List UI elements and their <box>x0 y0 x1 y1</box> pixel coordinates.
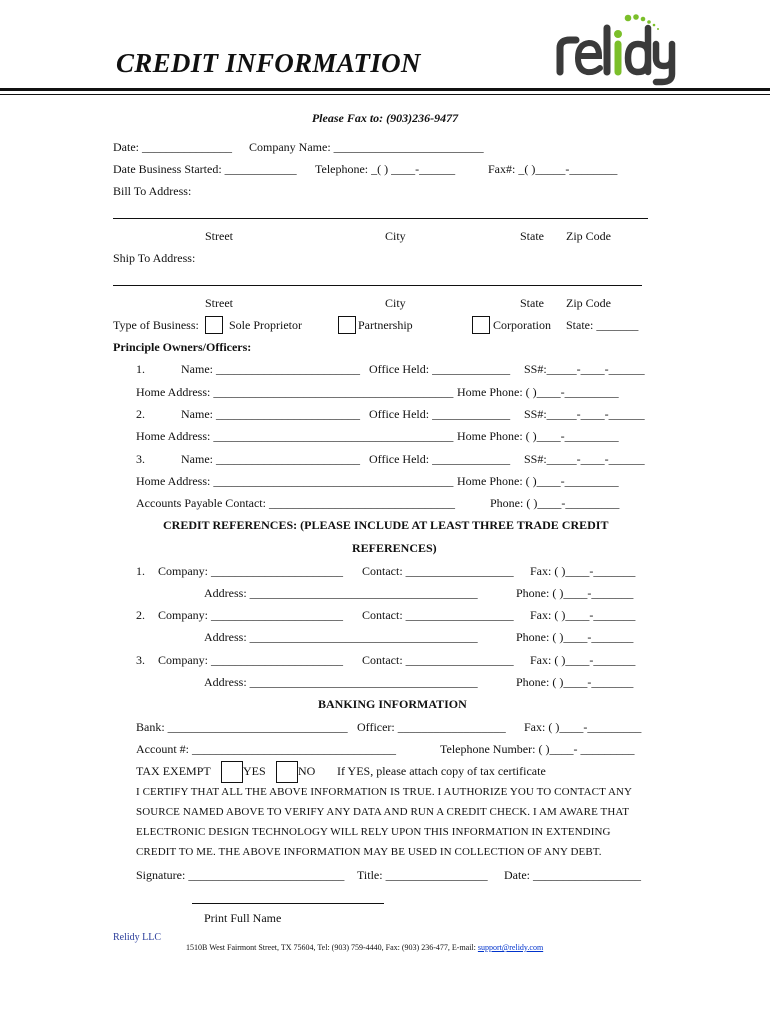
owners-heading: Principle Owners/Officers: <box>113 340 252 354</box>
bank-field[interactable]: Bank: ______________________________ <box>136 720 348 734</box>
partnership-label: Partnership <box>358 318 413 332</box>
owner-office-field[interactable]: Office Held: _____________ <box>369 362 511 376</box>
date-field[interactable]: Date: _______________ <box>113 140 232 154</box>
telephone-field[interactable]: Telephone: _( ) ____-______ <box>315 162 456 176</box>
state-field[interactable]: State: _______ <box>566 318 639 332</box>
ship-to-street-label: Street <box>205 296 233 310</box>
print-full-name-label: Print Full Name <box>204 911 282 925</box>
reference-company-field[interactable]: Company: ______________________ <box>158 564 343 578</box>
footer-email-link[interactable]: support@relidy.com <box>477 943 544 952</box>
reference-contact-field[interactable]: Contact: __________________ <box>362 608 514 622</box>
owner-home-address-field[interactable]: Home Address: ________________________________________ <box>136 385 454 399</box>
bank-fax-field[interactable]: Fax: ( )____-_________ <box>524 720 642 734</box>
bill-to-address-line[interactable] <box>113 218 648 219</box>
corporation-label: Corporation <box>493 318 551 332</box>
owner-number: 3. <box>136 452 145 466</box>
reference-address-field[interactable]: Address: ______________________________________ <box>204 630 478 644</box>
owner-number: 1. <box>136 362 145 376</box>
owner-home-phone-field[interactable]: Home Phone: ( )____-_________ <box>457 429 619 443</box>
relidy-logo <box>556 10 678 86</box>
tax-exempt-yes-label: YES <box>243 764 266 778</box>
ship-to-city-label: City <box>385 296 406 310</box>
footer-address <box>186 943 543 952</box>
tax-exempt-no-checkbox[interactable] <box>276 761 298 783</box>
tax-certificate-note: If YES, please attach copy of tax certificate <box>337 764 546 778</box>
ship-to-address-line[interactable] <box>113 285 642 286</box>
accounts-payable-contact-field[interactable]: Accounts Payable Contact: _______________________________ <box>136 496 455 510</box>
footer-company: Relidy LLC <box>113 932 162 943</box>
header-rule-thin <box>0 94 770 95</box>
reference-number: 2. <box>136 608 145 622</box>
owner-home-address-field[interactable]: Home Address: ________________________________________ <box>136 474 454 488</box>
reference-address-field[interactable]: Address: ______________________________________ <box>204 586 478 600</box>
reference-contact-field[interactable]: Contact: __________________ <box>362 564 514 578</box>
owner-ss-field[interactable]: SS#:_____-____-______ <box>524 362 645 376</box>
bill-to-street-label: Street <box>205 229 233 243</box>
owner-name-field[interactable]: Name: ________________________ <box>181 407 360 421</box>
bill-to-city-label: City <box>385 229 406 243</box>
reference-fax-field[interactable]: Fax: ( )____-_______ <box>530 564 636 578</box>
certify-line: I CERTIFY THAT ALL THE ABOVE INFORMATION IS TRUE. I AUTHORIZE YOU TO CONTACT ANY <box>136 786 633 798</box>
ship-to-label: Ship To Address: <box>113 251 196 265</box>
reference-number: 1. <box>136 564 145 578</box>
fax-field[interactable]: Fax#: _( )_____-________ <box>488 162 618 176</box>
bill-to-zip-label: Zip Code <box>566 229 611 243</box>
ship-to-state-label: State <box>520 296 544 310</box>
certify-line: CREDIT TO ME. THE ABOVE INFORMATION MAY BE USED IN COLLECTION OF ANY DEBT. <box>136 846 602 858</box>
ship-to-zip-label: Zip Code <box>566 296 611 310</box>
certify-line: ELECTRONIC DESIGN TECHNOLOGY WILL RELY UPON THIS INFORMATION IN EXTENDING <box>136 826 611 838</box>
owner-office-field[interactable]: Office Held: _____________ <box>369 452 511 466</box>
sole-proprietor-label: Sole Proprietor <box>229 318 302 332</box>
signature-date-field[interactable]: Date: __________________ <box>504 868 641 882</box>
sole-proprietor-checkbox[interactable] <box>205 316 223 334</box>
owner-ss-field[interactable]: SS#:_____-____-______ <box>524 452 645 466</box>
page-title: CREDIT INFORMATION <box>116 48 421 78</box>
account-number-field[interactable]: Account #: __________________________________ <box>136 742 396 756</box>
header-rule-thick <box>0 88 770 91</box>
corporation-checkbox[interactable] <box>472 316 490 334</box>
reference-fax-field[interactable]: Fax: ( )____-_______ <box>530 608 636 622</box>
print-name-line[interactable] <box>192 903 384 904</box>
owner-name-field[interactable]: Name: ________________________ <box>181 452 360 466</box>
bill-to-state-label: State <box>520 229 544 243</box>
reference-number: 3. <box>136 653 145 667</box>
reference-fax-field[interactable]: Fax: ( )____-_______ <box>530 653 636 667</box>
banking-heading: BANKING INFORMATION <box>318 697 467 711</box>
owner-home-address-field[interactable]: Home Address: ________________________________________ <box>136 429 454 443</box>
business-type-label: Type of Business: <box>113 318 199 332</box>
tax-exempt-label: TAX EXEMPT <box>136 764 211 778</box>
certify-line: SOURCE NAMED ABOVE TO VERIFY ANY DATA AND RUN A CREDIT CHECK. I AM AWARE THAT <box>136 806 630 818</box>
owner-ss-field[interactable]: SS#:_____-____-______ <box>524 407 645 421</box>
tax-exempt-no-label: NO <box>298 764 316 778</box>
credit-references-heading: CREDIT REFERENCES: (PLEASE INCLUDE AT LEAST THREE TRADE CREDIT <box>163 518 609 532</box>
reference-company-field[interactable]: Company: ______________________ <box>158 653 343 667</box>
owner-office-field[interactable]: Office Held: _____________ <box>369 407 511 421</box>
owner-home-phone-field[interactable]: Home Phone: ( )____-_________ <box>457 385 619 399</box>
bank-telephone-field[interactable]: Telephone Number: ( )____- _________ <box>440 742 635 756</box>
bill-to-label: Bill To Address: <box>113 184 192 198</box>
bank-officer-field[interactable]: Officer: __________________ <box>357 720 506 734</box>
reference-company-field[interactable]: Company: ______________________ <box>158 608 343 622</box>
owner-name-field[interactable]: Name: ________________________ <box>181 362 360 376</box>
accounts-payable-phone-field[interactable]: Phone: ( )____-_________ <box>490 496 620 510</box>
owner-number: 2. <box>136 407 145 421</box>
credit-references-heading-cont: REFERENCES) <box>352 541 437 555</box>
reference-phone-field[interactable]: Phone: ( )____-_______ <box>516 675 634 689</box>
signature-title-field[interactable]: Title: _________________ <box>357 868 488 882</box>
date-business-started-field[interactable]: Date Business Started: ____________ <box>113 162 297 176</box>
owner-home-phone-field[interactable]: Home Phone: ( )____-_________ <box>457 474 619 488</box>
company-name-field[interactable]: Company Name: _________________________ <box>249 140 484 154</box>
reference-contact-field[interactable]: Contact: __________________ <box>362 653 514 667</box>
partnership-checkbox[interactable] <box>338 316 356 334</box>
footer-address-text: 1510B West Fairmont Street, TX 75604, Tel: (903) 759-4440, Fax: (903) 236-477, E-mail: <box>186 943 478 952</box>
reference-phone-field[interactable]: Phone: ( )____-_______ <box>516 630 634 644</box>
tax-exempt-yes-checkbox[interactable] <box>221 761 243 783</box>
reference-address-field[interactable]: Address: ______________________________________ <box>204 675 478 689</box>
fax-instruction: Please Fax to: (903)236-9477 <box>311 111 459 125</box>
signature-field[interactable]: Signature: __________________________ <box>136 868 345 882</box>
reference-phone-field[interactable]: Phone: ( )____-_______ <box>516 586 634 600</box>
